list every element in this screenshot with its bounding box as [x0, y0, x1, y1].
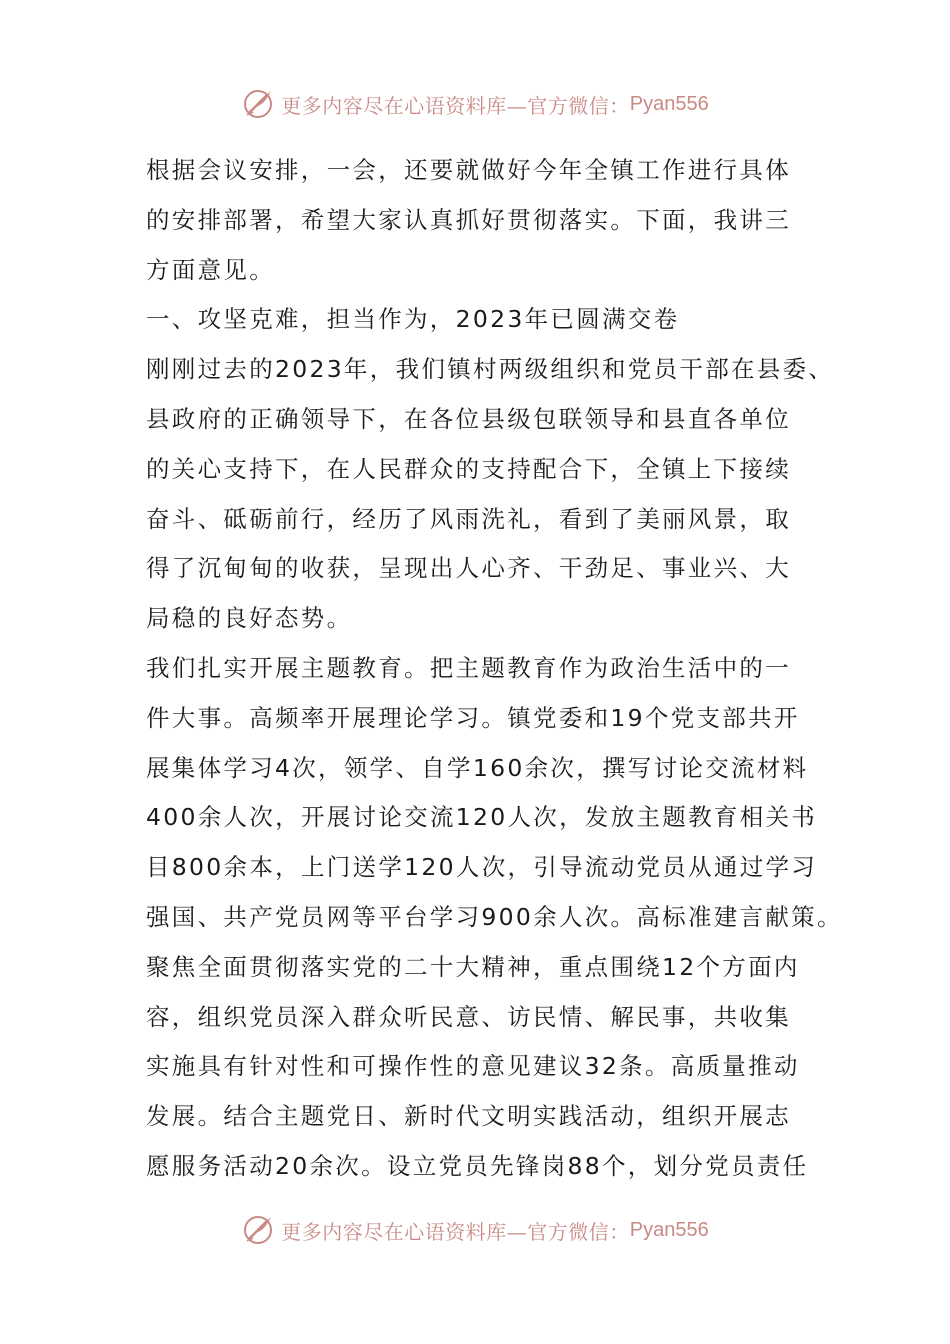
text-line: 方面意见。: [146, 255, 275, 284]
text-line: 县政府的正确领导下，在各位县级包联领导和县直各单位: [146, 404, 791, 433]
text-line: 件大事。高频率开展理论学习。镇党委和19个党支部共开: [146, 703, 800, 732]
document-body: [146, 146, 843, 1192]
text-line: 的安排部署，希望大家认真抓好贯彻落实。下面，我讲三: [146, 205, 791, 234]
text-line: 得了沉甸甸的收获，呈现出人心齐、干劲足、事业兴、大: [146, 554, 791, 583]
watermark-wechat-id: Pyan556: [629, 1218, 709, 1241]
text-line: 聚焦全面贯彻落实党的二十大精神，重点围绕12个方面内: [146, 952, 800, 981]
text-line: 我们扎实开展主题教育。把主题教育作为政治生活中的一: [146, 653, 791, 682]
text-line: 愿服务活动20余次。设立党员先锋岗88个，划分党员责任: [146, 1151, 809, 1180]
text-line: 容，组织党员深入群众听民意、访民情、解民事，共收集: [146, 1002, 791, 1031]
text-line: 发展。结合主题党日、新时代文明实践活动，组织开展志: [146, 1102, 791, 1131]
header-watermark: [0, 84, 950, 124]
text-line: 局稳的良好态势。: [146, 604, 353, 633]
text-line: 400余人次，开展讨论交流120人次，发放主题教育相关书: [146, 803, 818, 832]
text-line: 展集体学习4次，领学、自学160余次，撰写讨论交流材料: [146, 753, 809, 782]
text-line: 奋斗、砥砺前行，经历了风雨洗礼，看到了美丽风景，取: [146, 504, 791, 533]
watermark-text: 更多内容尽在心语资料库—官方微信：: [281, 93, 630, 118]
watermark-text: 更多内容尽在心语资料库—官方微信：: [281, 1219, 630, 1244]
quill-logo-icon: [241, 1213, 275, 1247]
text-line: 强国、共产党员网等平台学习900余人次。高标准建言献策。: [146, 902, 843, 931]
footer-watermark: [0, 1210, 950, 1250]
text-line: 实施具有针对性和可操作性的意见建议32条。高质量推动: [146, 1052, 800, 1081]
watermark-wechat-id: Pyan556: [629, 92, 709, 115]
quill-logo-icon: [241, 87, 275, 121]
text-line: 根据会议安排，一会，还要就做好今年全镇工作进行具体: [146, 156, 791, 184]
text-line: 刚刚过去的2023年，我们镇村两级组织和党员干部在县委、: [146, 355, 835, 384]
text-line: 的关心支持下，在人民群众的支持配合下，全镇上下接续: [146, 454, 791, 483]
text-line: 目800余本，上门送学120人次，引导流动党员从通过学习: [146, 853, 818, 882]
text-line: 一、攻坚克难，担当作为，2023年已圆满交卷: [146, 305, 680, 334]
